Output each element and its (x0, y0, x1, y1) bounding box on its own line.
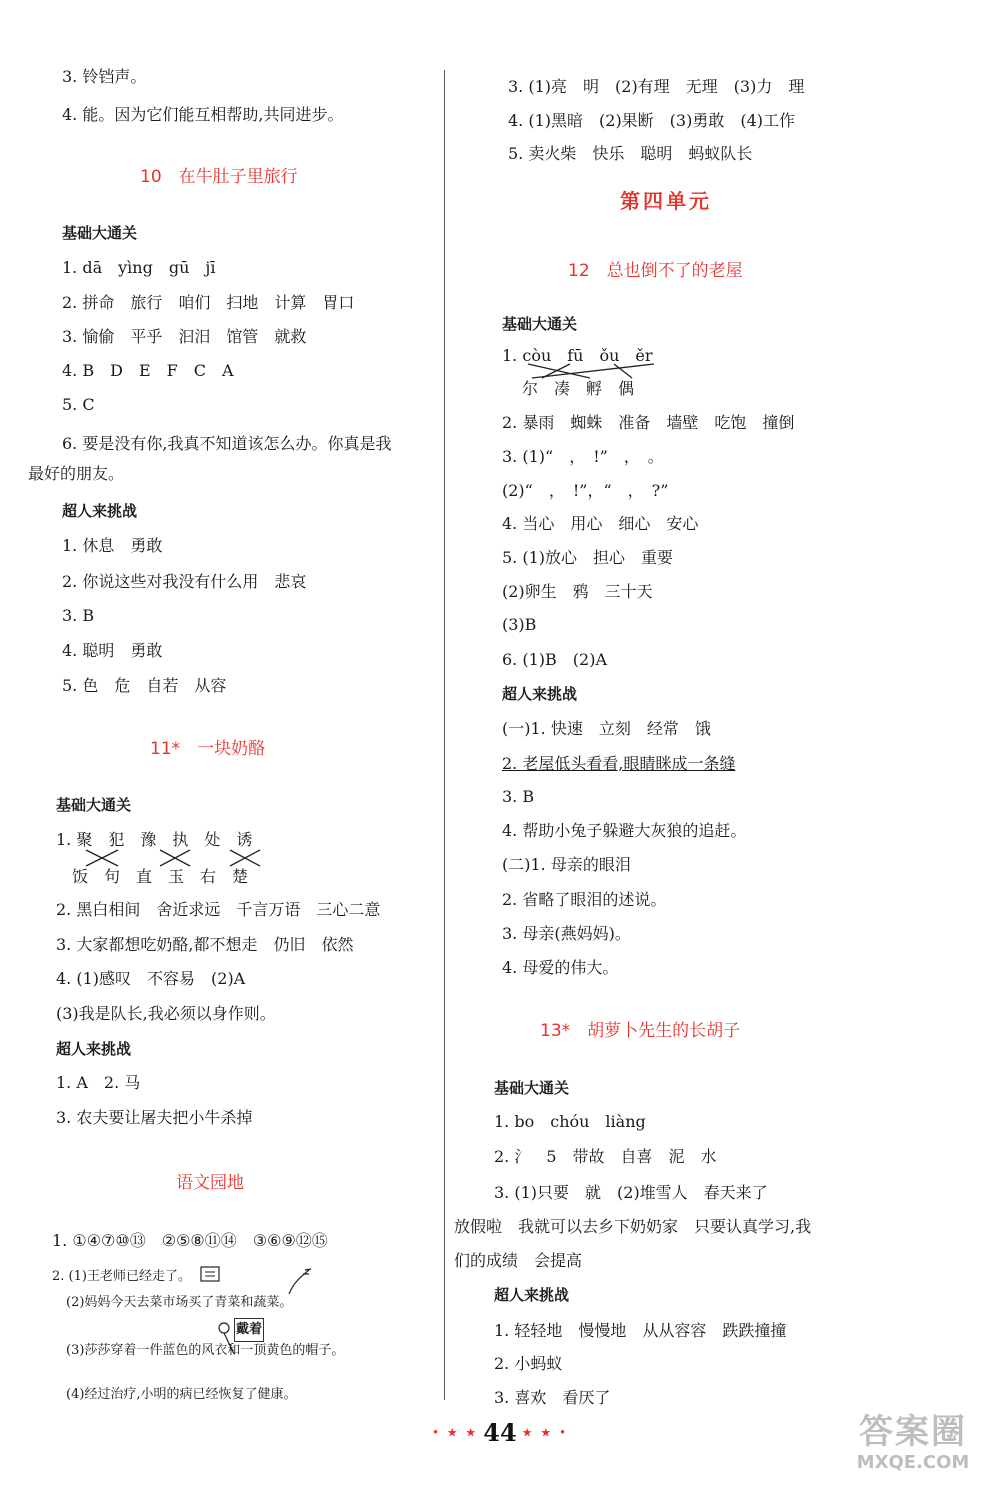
section-heading: 基础大通关 (494, 1079, 570, 1097)
lesson-title-10: 10 在牛肚子里旅行 (140, 167, 298, 187)
answer-line: 1. 休息 勇敢 (62, 536, 163, 555)
watermark-text: 答案圈 (859, 1412, 967, 1452)
section-heading: 基础大通关 (56, 796, 132, 814)
answer-line: 3. 铃铛声。 (62, 67, 147, 86)
section-heading: 超人来挑战 (502, 685, 578, 703)
answer-line: 3. (1)亮 明 (2)有理 无理 (3)力 理 (508, 77, 805, 96)
section-title-yuwen: 语文园地 (176, 1173, 244, 1193)
answer-line: 2. (1)王老师已经走了。 (52, 1269, 191, 1284)
answer-line: 2. 拼命 旅行 咱们 扫地 计算 胃口 (62, 293, 355, 312)
section-heading: 超人来挑战 (62, 502, 138, 520)
section-heading: 基础大通关 (502, 315, 578, 333)
answer-line: 2. 暴雨 蜘蛛 准备 墙壁 吃饱 撞倒 (502, 413, 795, 432)
answer-line: 6. (1)B (2)A (502, 650, 607, 669)
answer-line: (2)妈妈今天去菜市场买了青菜和蔬菜。 (66, 1295, 293, 1310)
answer-line: 3. (1)只要 就 (2)堆雪人 春天来了 (494, 1183, 768, 1202)
answer-line: 3. 大家都想吃奶酪,都不想走 仍旧 依然 (56, 935, 354, 954)
answer-line: 1. ①④⑦⑩⑬ ②⑤⑧⑪⑭ ③⑥⑨⑫⑮ (52, 1231, 328, 1250)
answer-line: 1. 轻轻地 慢慢地 从从容容 跌跌撞撞 (494, 1321, 787, 1340)
answer-line: 4. B D E F C A (62, 361, 234, 380)
answer-line: 1. 聚 犯 豫 执 处 诱 (56, 830, 253, 849)
answer-line: 5. 卖火柴 快乐 聪明 蚂蚁队长 (508, 144, 753, 163)
page-number: 44 (483, 1418, 517, 1447)
answer-line: 3. 母亲(燕妈妈)。 (502, 924, 631, 943)
answer-line: 1. còu fū ǒu ěr (502, 346, 653, 365)
watermark-url: MXQE.COM (856, 1452, 970, 1473)
answer-line: (2)卵生 鸦 三十天 (502, 582, 653, 601)
answer-line: (二)1. 母亲的眼泪 (502, 855, 631, 874)
answer-line: 6. 要是没有你,我真不知道该怎么办。你真是我 (62, 434, 392, 453)
unit-title: 第四单元 (620, 189, 712, 213)
answer-line: 1. A 2. 马 (56, 1073, 141, 1092)
answer-line: 3. B (502, 787, 535, 806)
answer-line: (3)我是队长,我必须以身作则。 (56, 1004, 276, 1023)
answer-line: 3. (1)“ ， !” ， 。 (502, 447, 664, 466)
column-divider (444, 70, 445, 1400)
answer-line: 5. 色 危 自若 从容 (62, 676, 227, 695)
answer-line: 4. (1)黑暗 (2)果断 (3)勇敢 (4)工作 (508, 111, 796, 130)
answer-line: 放假啦 我就可以去乡下奶奶家 只要认真学习,我 (454, 1217, 812, 1236)
answer-line: 2. 小蚂蚁 (494, 1354, 563, 1373)
answer-line: 4. 当心 用心 细心 安心 (502, 514, 699, 533)
watermark (838, 1412, 988, 1482)
section-heading: 基础大通关 (62, 224, 138, 242)
answer-line: 4. 能。因为它们能互相帮助,共同进步。 (62, 105, 344, 124)
answer-line: 尔 凑 孵 偶 (522, 379, 635, 398)
answer-line: 1. bo chóu liàng (494, 1112, 646, 1131)
star-decoration-icon: ★ ★ • (521, 1425, 569, 1440)
answer-line: (3)B (502, 615, 537, 634)
answer-line: 2. 你说这些对我没有什么用 悲哀 (62, 572, 307, 591)
section-heading: 超人来挑战 (494, 1286, 570, 1304)
lesson-title-12: 12 总也倒不了的老屋 (568, 261, 743, 281)
lesson-title-11: 11* 一块奶酪 (150, 739, 266, 759)
answer-line: 5. C (62, 395, 95, 414)
answer-line: 2. 老屋低头看看,眼睛眯成一条缝 (502, 754, 736, 773)
section-heading: 超人来挑战 (56, 1040, 132, 1058)
answer-line: (2)“ ， !”，“ ， ?” (502, 481, 669, 500)
answer-line: (4)经过治疗,小明的病已经恢复了健康。 (66, 1387, 297, 1402)
lesson-title-13: 13* 胡萝卜先生的长胡子 (540, 1021, 741, 1041)
answer-line: 饭 句 直 玉 右 楚 (72, 867, 249, 886)
answer-line: 4. 母爱的伟大。 (502, 958, 619, 977)
answer-line: (一)1. 快速 立刻 经常 饿 (502, 719, 711, 738)
insert-word: 戴着 (234, 1318, 264, 1342)
answer-line: 4. 聪明 勇敢 (62, 641, 163, 660)
answer-line: 2. 氵 5 带故 自喜 泥 水 (494, 1147, 717, 1166)
answer-line: 4. (1)感叹 不容易 (2)A (56, 969, 246, 988)
star-decoration-icon: • ★ ★ (431, 1425, 479, 1440)
answer-line: 3. 愉偷 平乎 汩汨 馆管 就救 (62, 327, 307, 346)
answer-line: 最好的朋友。 (28, 464, 125, 483)
answer-line: 3. 喜欢 看厌了 (494, 1388, 611, 1407)
answer-line: 1. dā yìng gū jī (62, 258, 216, 277)
answer-line: 3. 农夫要让屠夫把小牛杀掉 (56, 1108, 253, 1127)
answer-line: 3. B (62, 606, 95, 625)
answer-line: 2. 黑白相间 舍近求远 千言万语 三心二意 (56, 900, 381, 919)
answer-line: 2. 省略了眼泪的述说。 (502, 890, 667, 909)
answer-line: 5. (1)放心 担心 重要 (502, 548, 674, 567)
answer-line: 们的成绩 会提高 (454, 1251, 583, 1270)
answer-line: 4. 帮助小兔子躲避大灰狼的追赶。 (502, 821, 747, 840)
correction-box-icon (195, 1264, 225, 1284)
matching-lines (60, 848, 280, 868)
answer-line: (3)莎莎穿着一件蓝色的风衣和一顶黄色的帽子。 (66, 1343, 345, 1358)
